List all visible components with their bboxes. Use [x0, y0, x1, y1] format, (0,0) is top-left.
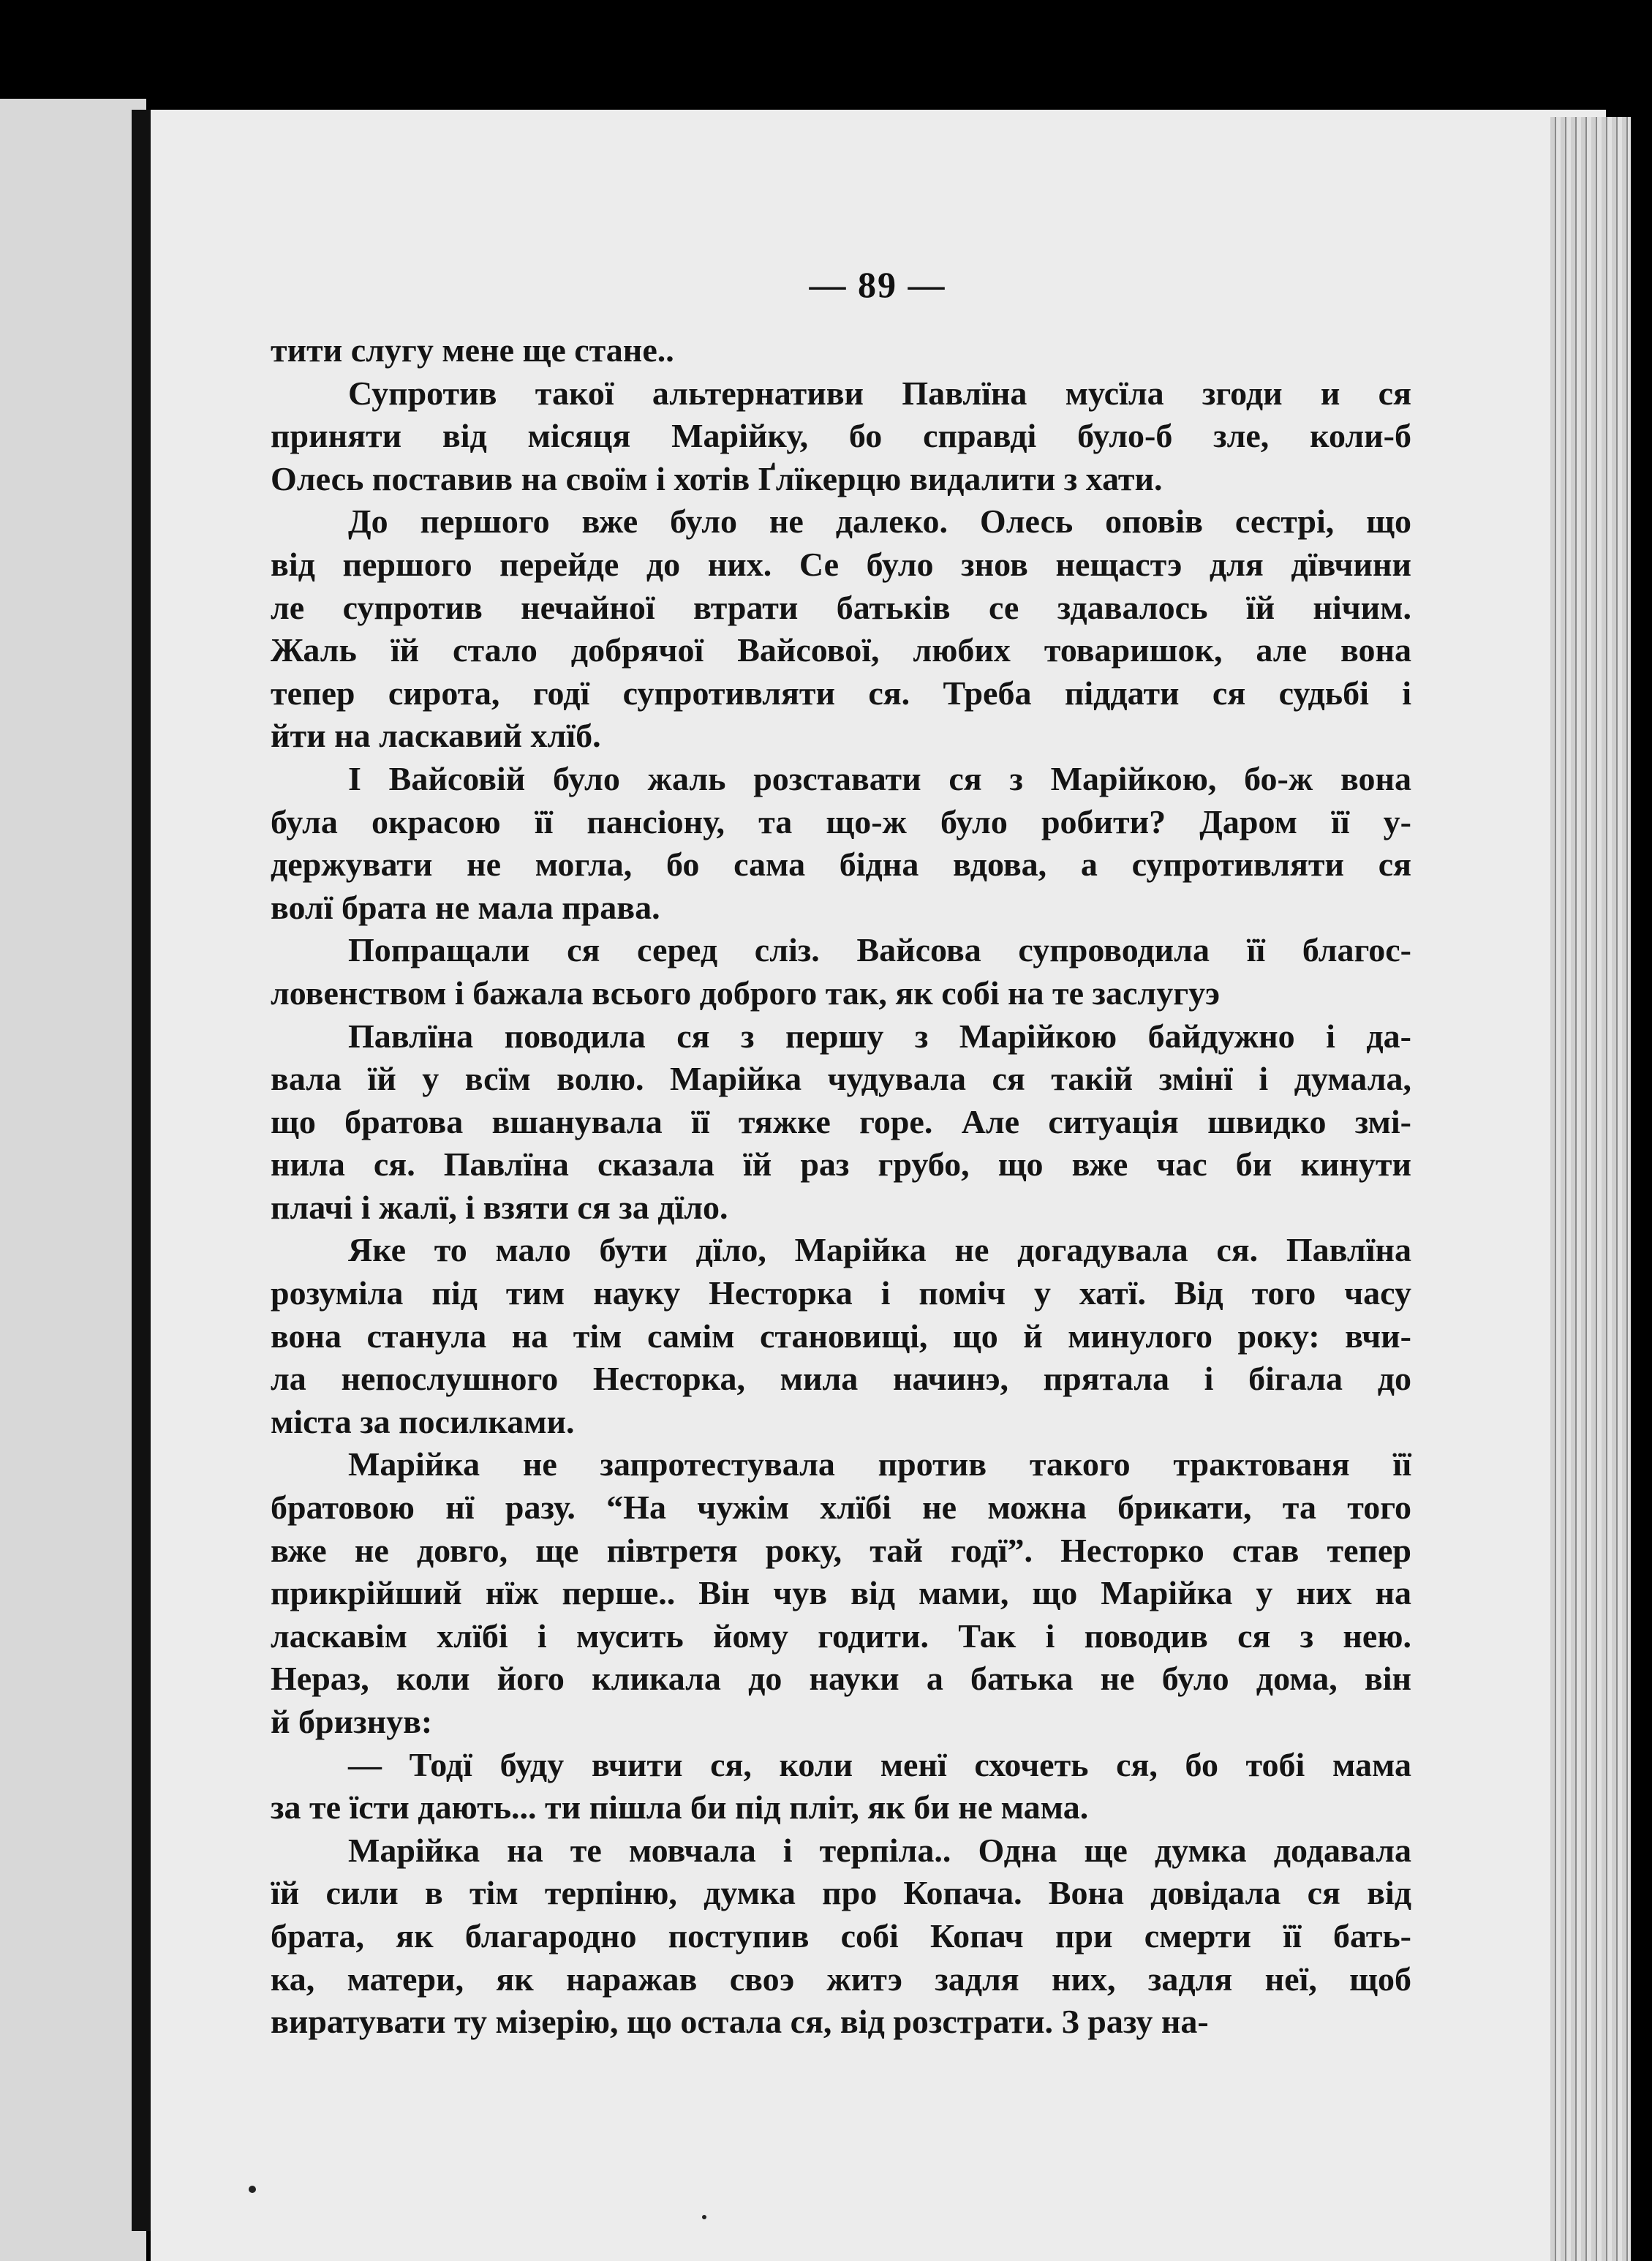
text-line: Попращали ся серед сліз. Вайсова супроводила її благос-	[348, 931, 1411, 969]
text-line: й бризнув:	[271, 1703, 433, 1740]
margin-mark	[702, 2215, 706, 2219]
text-line: Супротив такої альтернативи Павлїна мусїла згоди и ся	[348, 374, 1411, 412]
text-line: вже не довго, ще півтретя року, тай годї”. Несторко став тепер	[271, 1531, 1411, 1569]
text-line: приняти від місяця Марійку, бо справді було-б зле, коли-б	[271, 417, 1411, 455]
text-line: прикрійший нїж перше.. Він чув від мами, що Марійка у них на	[271, 1574, 1411, 1612]
text-line: розуміла під тим науку Несторка і поміч у хатї. Від того часу	[271, 1274, 1411, 1312]
text-line: нила ся. Павлїна сказала їй раз грубо, що вже час би кинути	[271, 1145, 1411, 1184]
paragraph	[271, 329, 1411, 372]
text-line: плачі і жалї, і взяти ся за дїло.	[271, 1188, 728, 1226]
text-line: вона станула на тім самім становищі, що й минулого року: вчи-	[271, 1317, 1411, 1355]
text-line: Жаль їй стало добрячої Вайсової, любих товаришок, але вона	[271, 631, 1411, 669]
text-line: брата, як благародно поступив собі Копач при смерти її бать-	[271, 1916, 1411, 1955]
film-margin-left	[0, 99, 146, 2261]
text-line: ле супротив нечайної втрати батьків се здавалось їй нічим.	[271, 588, 1411, 626]
text-line: — Тодї буду вчити ся, коли менї схочеть ся, бо тобі мама	[348, 1745, 1411, 1783]
paragraph	[271, 500, 1411, 758]
paragraph	[271, 1744, 1411, 1829]
body-text	[271, 329, 1411, 2044]
paragraph	[271, 1229, 1411, 1443]
text-line: йти на ласкавий хлїб.	[271, 717, 601, 755]
text-line: ка, матери, як наражав своэ житэ задля них, задля неї, щоб	[271, 1960, 1411, 1998]
text-line: їй сили в тім терпіню, думка про Копача. Вона довідала ся від	[271, 1874, 1411, 1912]
text-line: І Вайсовій було жаль розставати ся з Марійкою, бо-ж вона	[348, 759, 1411, 797]
page-binding-edge	[132, 110, 151, 2231]
text-line: тити слугу мене ще стане..	[271, 331, 674, 369]
text-line: тепер сирота, годї супротивляти ся. Треба піддати ся судьбі і	[271, 674, 1411, 712]
text-line: Марійка не запротестувала против такого трактованя її	[348, 1445, 1411, 1483]
text-line: Павлїна поводила ся з першу з Марійкою байдужно і да-	[348, 1017, 1411, 1055]
text-line: була окрасою її пансіону, та що-ж було робити? Даром її у-	[271, 802, 1411, 840]
text-line: держувати не могла, бо сама бідна вдова, а супротивляти ся	[271, 846, 1411, 884]
text-line: ла непослушного Несторка, мила начинэ, прятала і бігала до	[271, 1360, 1411, 1398]
text-line: виратувати ту мізерію, що остала ся, від розстрати. З разу на-	[271, 2003, 1209, 2041]
paragraph	[271, 929, 1411, 1015]
text-line: що братова вшанувала її тяжке горе. Але ситуація швидко змі-	[271, 1102, 1411, 1140]
paragraph	[271, 1443, 1411, 1743]
text-line: волї брата не мала права.	[271, 888, 660, 926]
margin-mark	[249, 2186, 256, 2193]
text-line: Яке то мало бути дїло, Марійка не догадувала ся. Павлїна	[348, 1231, 1411, 1269]
text-line: від першого перейде до них. Се було знов нещастэ для дївчини	[271, 545, 1411, 583]
text-line: за те їсти дають... ти пішла би під пліт, як би не мама.	[271, 1788, 1089, 1827]
text-line: До першого вже було не далеко. Олесь оповів сестрі, що	[348, 503, 1411, 541]
paragraph	[271, 1829, 1411, 2044]
text-line: вала їй у всїм волю. Марійка чудувала ся такій змінї і думала,	[271, 1060, 1411, 1098]
text-line: Нераз, коли його кликала до науки а батька не було дома, він	[271, 1660, 1411, 1698]
text-line: ласкавім хлїбі і мусить йому годити. Так і поводив ся з нею.	[271, 1617, 1411, 1655]
page-number: — 89 —	[809, 264, 946, 305]
page-stack-edges	[1550, 117, 1631, 2261]
paragraph	[271, 372, 1411, 501]
text-line: братовою нї разу. “На чужім хлїбі не можна брикати, та того	[271, 1489, 1411, 1527]
text-line: ловенством і бажала всього доброго так, як собі на те заслугуэ	[271, 974, 1220, 1012]
text-line: міста за посилками.	[271, 1402, 575, 1440]
paragraph	[271, 1015, 1411, 1230]
text-line: Марійка на те мовчала і терпіла.. Одна ще думка додавала	[348, 1831, 1411, 1869]
text-line: Олесь поставив на своїм і хотів Ґлїкерцю видалити з хати.	[271, 459, 1163, 497]
paragraph	[271, 758, 1411, 929]
